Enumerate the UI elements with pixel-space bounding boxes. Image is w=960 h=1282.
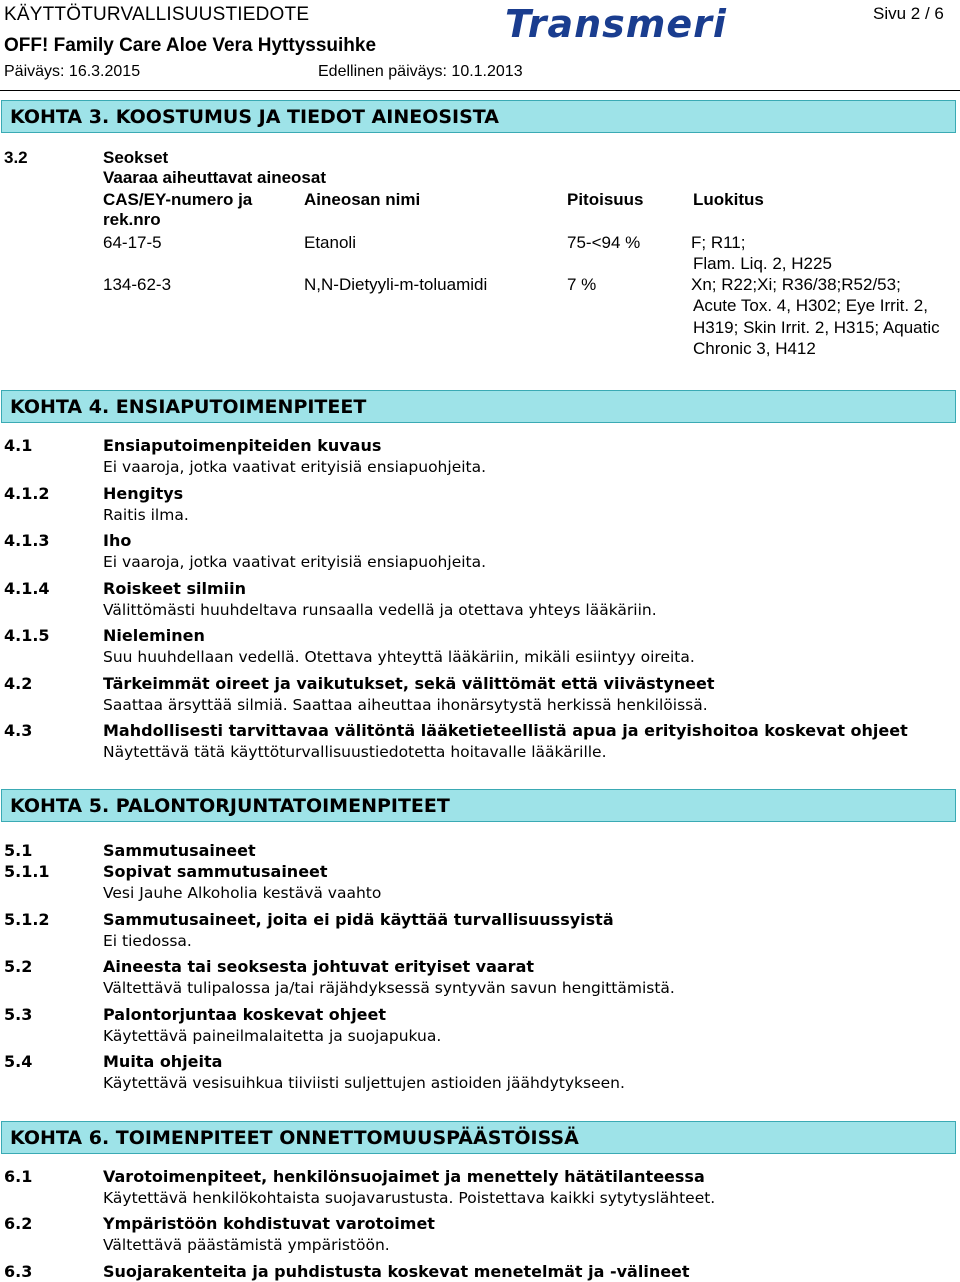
section-num: 3.2 — [4, 148, 28, 167]
product-name: OFF! Family Care Aloe Vera Hyttyssuihke — [4, 35, 377, 56]
item-number: 5.1.2 — [4, 910, 50, 929]
item-heading: Sammutusaineet, joita ei pidä käyttää turvallisuussyistä — [103, 910, 614, 929]
item-heading: Palontorjuntaa koskevat ohjeet — [103, 1005, 387, 1024]
table-cell-classification: F; R11; — [691, 233, 746, 252]
previous-date: Edellinen päiväys: 10.1.2013 — [318, 63, 523, 80]
table-cell-name: N,N-Dietyyli-m-toluamidi — [304, 275, 488, 294]
item-heading: Nieleminen — [103, 626, 205, 645]
item-text: Käytettävä paineilmalaitetta ja suojapukua. — [103, 1027, 442, 1045]
section-heading: Seokset — [103, 148, 169, 167]
item-heading: Mahdollisesti tarvittavaa välitöntä lääketieteellistä apua ja erityishoitoa koskevat ohjeet — [103, 721, 908, 740]
section-5-title: KOHTA 5. PALONTORJUNTATOIMENPITEET — [1, 789, 956, 822]
item-text: Vältettävä tulipalossa ja/tai räjähdyksessä syntyvän savun hengittämistä. — [103, 979, 675, 997]
item-text: Välittömästi huuhdeltava runsaalla vedellä ja otettava yhteys lääkäriin. — [103, 601, 657, 619]
item-heading: Ensiaputoimenpiteiden kuvaus — [103, 436, 382, 455]
item-number: 6.2 — [4, 1214, 33, 1233]
item-number: 4.1 — [4, 436, 33, 455]
column-header-classification: Luokitus — [693, 190, 764, 209]
table-cell-cas: 134-62-3 — [103, 275, 172, 294]
item-heading: Iho — [103, 531, 132, 550]
item-text: Saattaa ärsyttää silmiä. Saattaa aiheuttaa ihonärsytystä herkissä henkilöissä. — [103, 696, 708, 714]
item-heading: Muita ohjeita — [103, 1052, 223, 1071]
column-header-name: Aineosan nimi — [304, 190, 421, 209]
item-number: 4.1.4 — [4, 579, 50, 598]
section-3-title: KOHTA 3. KOOSTUMUS JA TIEDOT AINEOSISTA — [1, 100, 956, 133]
section-6-title: KOHTA 6. TOIMENPITEET ONNETTOMUUSPÄÄSTÖISSÄ — [1, 1121, 956, 1154]
item-text: Käytettävä vesisuihkua tiiviisti suljettujen astioiden jäähdytykseen. — [103, 1074, 625, 1092]
item-heading: Varotoimenpiteet, henkilönsuojaimet ja menettely hätätilanteessa — [103, 1167, 705, 1186]
document-type: KÄYTTÖTURVALLISUUSTIEDOTE — [4, 4, 310, 25]
item-heading: Hengitys — [103, 484, 184, 503]
table-cell-classification: Chronic 3, H412 — [693, 339, 816, 358]
item-heading: Ympäristöön kohdistuvat varotoimet — [103, 1214, 435, 1233]
item-number: 4.1.2 — [4, 484, 50, 503]
revision-date: Päiväys: 16.3.2015 — [4, 63, 141, 80]
section-4-title: KOHTA 4. ENSIAPUTOIMENPITEET — [1, 390, 956, 423]
column-header-concentration: Pitoisuus — [567, 190, 644, 209]
item-heading: Roiskeet silmiin — [103, 579, 246, 598]
table-cell-classification: Xn; R22;Xi; R36/38;R52/53; — [691, 275, 901, 294]
table-cell-cas: 64-17-5 — [103, 233, 162, 252]
table-cell-classification: H319; Skin Irrit. 2, H315; Aquatic — [693, 318, 940, 337]
item-number: 5.3 — [4, 1005, 33, 1024]
item-heading: Sammutusaineet — [103, 841, 256, 860]
item-number: 4.3 — [4, 721, 33, 740]
item-number: 4.1.3 — [4, 531, 50, 550]
table-cell-concentration: 7 % — [567, 275, 597, 294]
item-number: 5.1.1 — [4, 862, 50, 881]
section-subheading: Vaaraa aiheuttavat aineosat — [103, 168, 327, 187]
item-text: Vältettävä päästämistä ympäristöön. — [103, 1236, 390, 1254]
table-cell-classification: Flam. Liq. 2, H225 — [693, 254, 832, 273]
item-number: 4.2 — [4, 674, 33, 693]
transmeri-logo: Transmeri — [505, 2, 727, 46]
item-text: Näytettävä tätä käyttöturvallisuustiedotetta hoitavalle lääkärille. — [103, 743, 607, 761]
item-number: 6.3 — [4, 1262, 33, 1281]
header-divider — [0, 90, 960, 91]
item-heading: Sopivat sammutusaineet — [103, 862, 328, 881]
item-heading: Tärkeimmät oireet ja vaikutukset, sekä välittömät että viivästyneet — [103, 674, 715, 693]
item-number: 6.1 — [4, 1167, 33, 1186]
document-header — [0, 0, 960, 92]
table-cell-name: Etanoli — [304, 233, 356, 252]
item-text: Käytettävä henkilökohtaista suojavarustusta. Poistettava kaikki sytytyslähteet. — [103, 1189, 716, 1207]
item-text: Ei vaaroja, jotka vaativat erityisiä ensiapuohjeita. — [103, 553, 487, 571]
item-heading: Suojarakenteita ja puhdistusta koskevat menetelmät ja -välineet — [103, 1262, 690, 1281]
table-cell-classification: Acute Tox. 4, H302; Eye Irrit. 2, — [693, 296, 928, 315]
item-text: Suu huuhdellaan vedellä. Otettava yhteyttä lääkäriin, mikäli esiintyy oireita. — [103, 648, 695, 666]
item-number: 4.1.5 — [4, 626, 50, 645]
item-text: Raitis ilma. — [103, 506, 189, 524]
item-heading: Aineesta tai seoksesta johtuvat erityiset vaarat — [103, 957, 535, 976]
item-number: 5.4 — [4, 1052, 33, 1071]
page-number: Sivu 2 / 6 — [873, 4, 944, 23]
item-number: 5.1 — [4, 841, 33, 860]
column-header-cas: CAS/EY-numero ja — [103, 190, 253, 209]
item-text: Ei vaaroja, jotka vaativat erityisiä ensiapuohjeita. — [103, 458, 487, 476]
item-number: 5.2 — [4, 957, 33, 976]
item-text: Vesi Jauhe Alkoholia kestävä vaahto — [103, 884, 382, 902]
table-cell-concentration: 75-<94 % — [567, 233, 641, 252]
item-text: Ei tiedossa. — [103, 932, 192, 950]
column-header-cas-2: rek.nro — [103, 210, 161, 229]
